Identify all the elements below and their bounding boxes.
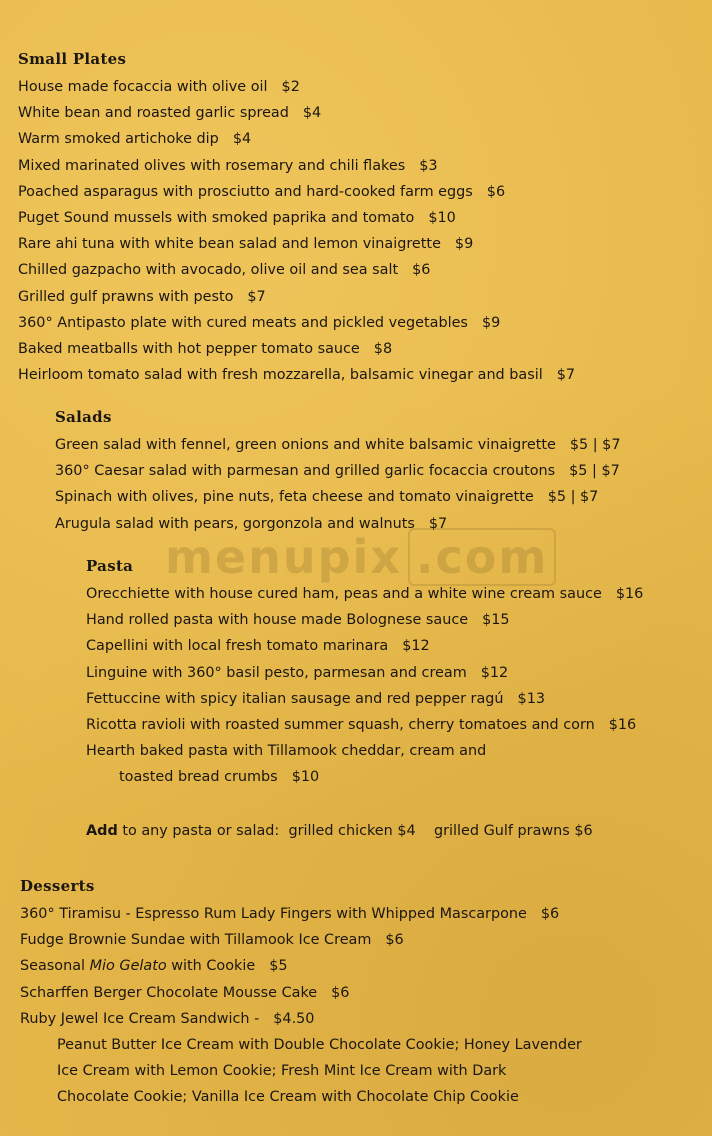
menu-item: [18, 153, 575, 179]
menu-item: [86, 581, 643, 607]
menu-item: [20, 927, 582, 953]
item-name: White bean and roasted garlic spread: [18, 105, 289, 122]
item-name-post: with Cookie: [171, 958, 256, 975]
item-price: $5 | $7: [569, 437, 621, 453]
item-price: $7: [556, 367, 576, 384]
item-price: $4: [232, 131, 252, 148]
menu-item: [55, 511, 621, 537]
item-name-pre: Seasonal: [20, 958, 86, 975]
small-plates-section: [18, 48, 575, 388]
description-text: Ice Cream with Lemon Cookie; Fresh Mint Ice Cream with Dark: [57, 1063, 507, 1080]
menu-item: [18, 100, 575, 126]
add-on-line: [86, 818, 643, 844]
menu-item: [86, 738, 643, 764]
menu-item: [20, 901, 582, 927]
item-price: $7: [247, 288, 266, 305]
item-name: Ruby Jewel Ice Cream Sandwich -: [20, 1010, 260, 1027]
item-name: Mixed marinated olives with rosemary and chili flakes: [18, 157, 406, 174]
item-name: Heirloom tomato salad with fresh mozzarella, balsamic vinegar and basil: [18, 367, 543, 384]
menu-item: [18, 362, 575, 388]
desserts-section: [20, 875, 582, 1111]
description-line: [20, 1032, 582, 1058]
menu-item: [18, 74, 575, 100]
add-price: $6: [574, 822, 593, 839]
menu-item: [20, 1006, 582, 1032]
item-name: Chilled gazpacho with avocado, olive oil and sea salt: [18, 262, 399, 279]
item-price: $9: [481, 314, 501, 331]
add-label: Add: [86, 822, 118, 839]
item-name: 360° Caesar salad with parmesan and grilled garlic focaccia croutons: [55, 463, 556, 480]
menu-item: [86, 660, 643, 686]
item-name: Fudge Brownie Sundae with Tillamook Ice Cream: [20, 932, 372, 949]
item-price: $6: [412, 262, 431, 279]
item-name: Baked meatballs with hot pepper tomato sauce: [18, 340, 360, 357]
watermark-suffix: .com: [408, 528, 556, 586]
menu-item: [18, 179, 575, 205]
item-price: $4.50: [273, 1010, 315, 1027]
item-price: $6: [331, 984, 350, 1001]
item-name: Hand rolled pasta with house made Bolognese sauce: [86, 612, 469, 629]
watermark-text: menupix: [165, 530, 402, 584]
menu-item: [18, 310, 575, 336]
item-name: 360° Tiramisu - Espresso Rum Lady Fingers with Whipped Mascarpone: [20, 906, 527, 922]
menu-item: [18, 284, 575, 310]
item-price: $5 | $7: [569, 463, 620, 480]
item-name: House made focaccia with olive oil: [18, 79, 268, 95]
item-price: $13: [517, 690, 546, 707]
item-price: $6: [486, 183, 506, 200]
description-line: [20, 1084, 582, 1110]
item-price: $3: [419, 157, 438, 174]
item-price: $5 | $7: [547, 489, 599, 506]
item-name: Hearth baked pasta with Tillamook cheddar, cream and: [86, 743, 487, 760]
pasta-heading: Pasta: [86, 557, 134, 575]
item-price: $6: [385, 932, 404, 949]
desserts-heading: Desserts: [20, 877, 95, 895]
item-name: Scharffen Berger Chocolate Mousse Cake: [20, 984, 318, 1001]
item-name: Arugula salad with pears, gorgonzola and walnuts: [55, 515, 415, 532]
menu-item: [18, 336, 575, 362]
item-price: $5: [269, 958, 288, 975]
menu-item: [55, 458, 621, 484]
item-name: Grilled gulf prawns with pesto: [18, 288, 234, 305]
menu-item: [20, 980, 582, 1006]
item-price: $7: [428, 515, 448, 532]
item-name: Linguine with 360° basil pesto, parmesan and cream: [86, 664, 467, 681]
item-name: Ricotta ravioli with roasted summer squash, cherry tomatoes and corn: [86, 716, 595, 733]
menu-item: [86, 712, 643, 738]
item-name: toasted bread crumbs: [119, 769, 278, 786]
menu-item: [86, 686, 643, 712]
menu-item: [86, 607, 643, 633]
menu-item: [18, 126, 575, 152]
description-text: Chocolate Cookie; Vanilla Ice Cream with Chocolate Chip Cookie: [57, 1089, 519, 1106]
menu-item: [18, 231, 575, 257]
pasta-section: [86, 555, 643, 844]
item-name: Green salad with fennel, green onions and white balsamic vinaigrette: [55, 437, 556, 453]
item-price: $4: [302, 105, 322, 122]
description-line: [20, 1058, 582, 1084]
menu-item: [18, 205, 575, 231]
salads-heading: Salads: [55, 408, 112, 426]
menu-item: [55, 432, 621, 458]
menu-item: [18, 257, 575, 283]
item-name: Poached asparagus with prosciutto and hard-cooked farm eggs: [18, 183, 473, 200]
item-price: $10: [428, 209, 456, 226]
item-name: Fettuccine with spicy italian sausage and red pepper ragú: [86, 690, 504, 707]
add-text: to any pasta or salad:: [122, 822, 280, 839]
menu-item: [55, 484, 621, 510]
item-name: 360° Antipasto plate with cured meats and pickled vegetables: [18, 314, 468, 331]
item-price: $10: [291, 769, 320, 786]
description-text: Peanut Butter Ice Cream with Double Chocolate Cookie; Honey Lavender: [57, 1036, 582, 1053]
item-name: Rare ahi tuna with white bean salad and lemon vinaigrette: [18, 236, 441, 253]
item-price: $8: [373, 340, 393, 357]
item-price: $16: [615, 586, 644, 602]
item-price: $12: [480, 664, 509, 681]
item-name-emphasis: Mio Gelato: [89, 958, 167, 975]
item-name: Capellini with local fresh tomato marinara: [86, 638, 389, 655]
item-price: $6: [540, 906, 560, 922]
item-price: $15: [482, 612, 510, 629]
menu-item: [20, 953, 582, 979]
item-name: Puget Sound mussels with smoked paprika and tomato: [18, 209, 415, 226]
small-plates-list: [18, 74, 575, 388]
add-price: $4: [397, 822, 416, 839]
menu-item: [86, 633, 643, 659]
add-option: grilled chicken: [288, 822, 393, 839]
item-price: $9: [454, 236, 474, 253]
menu-item-continued: [86, 764, 643, 790]
item-name: Orecchiette with house cured ham, peas and a white wine cream sauce: [86, 586, 602, 602]
item-price: $2: [281, 79, 300, 95]
item-name: Spinach with olives, pine nuts, feta cheese and tomato vinaigrette: [55, 489, 534, 506]
item-price: $12: [402, 638, 430, 655]
item-price: $16: [608, 716, 637, 733]
item-name: Warm smoked artichoke dip: [18, 131, 219, 148]
small-plates-heading: Small Plates: [18, 50, 127, 68]
salads-section: [55, 406, 621, 537]
add-option: grilled Gulf prawns: [434, 822, 570, 839]
